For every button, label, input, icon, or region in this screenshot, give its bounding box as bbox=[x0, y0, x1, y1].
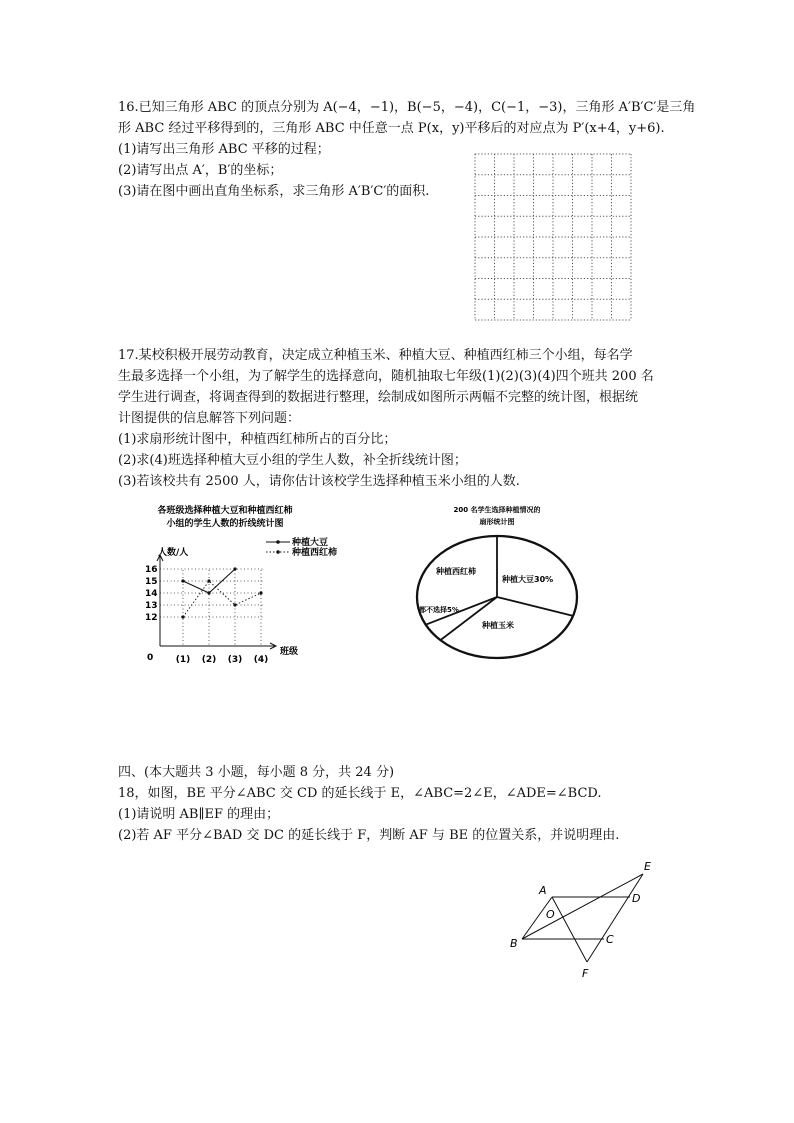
x-axis-label: 班级 bbox=[280, 647, 299, 657]
q17-line-3: 学生进行调查，将调查得到的数据进行整理，绘制成如图所示两幅不完整的统计图，根据统 bbox=[118, 390, 639, 405]
pie-slice-boundary bbox=[497, 597, 573, 616]
pie-label-corn: 种植玉米 bbox=[482, 621, 514, 630]
point-label-C: C bbox=[606, 933, 614, 946]
q17-line-4: 计图提供的信息解答下列问题： bbox=[118, 411, 301, 426]
pie-label-none: 都不选择5% bbox=[419, 606, 459, 614]
y-tick-label: 12 bbox=[145, 613, 158, 623]
legend-dotted-marker bbox=[276, 550, 280, 554]
line-chart-ticks bbox=[145, 565, 268, 665]
segment-FE bbox=[587, 874, 643, 962]
line-chart-title-2: 小组的学生人数的折线统计图 bbox=[166, 519, 284, 529]
q17-line-5: (1)求扇形统计图中，种植西红柿所占的百分比； bbox=[118, 432, 397, 447]
y-tick-label: 16 bbox=[145, 565, 158, 575]
series-point bbox=[233, 603, 236, 606]
series-point bbox=[181, 579, 184, 582]
q18-line-3: (2)若 AF 平分∠BAD 交 DC 的延长线于 F，判断 AF 与 BE 的位置关系，并说明理由. bbox=[118, 828, 620, 843]
line-chart-series bbox=[181, 567, 262, 618]
geometry-figure bbox=[505, 855, 665, 990]
pie-label-soybean: 种植大豆30% bbox=[502, 575, 554, 584]
pie-chart bbox=[410, 500, 600, 670]
pie-slice-boundary bbox=[440, 597, 497, 640]
pie-slices bbox=[417, 536, 577, 658]
q17-line-7: (3)若该校共有 2500 人，请你估计该校学生选择种植玉米小组的人数. bbox=[118, 474, 520, 489]
point-label-O: O bbox=[546, 908, 555, 921]
section-4-heading: 四、(本大题共 3 小题，每小题 8 分，共 24 分) bbox=[118, 765, 395, 780]
origin-label: 0 bbox=[147, 653, 154, 663]
point-label-E: E bbox=[644, 860, 651, 873]
series-point bbox=[207, 579, 210, 582]
q18-line-1: 18，如图，BE 平分∠ABC 交 CD 的延长线于 E，∠ABC=2∠E，∠ADE=∠BCD. bbox=[118, 786, 602, 801]
legend-item-soybean: 种植大豆 bbox=[292, 538, 329, 548]
x-tick-label: (4) bbox=[253, 655, 269, 665]
series-point bbox=[181, 615, 184, 618]
q17-line-6: (2)求(4)班选择种植大豆小组的学生人数，补全折线统计图； bbox=[118, 453, 467, 468]
pie-chart-title-1: 200 名学生选择种植情况的 bbox=[453, 506, 541, 514]
q16-line-1: 16.已知三角形 ABC 的顶点分别为 A(−4，−1)，B(−5，−4)，C(−1，−3)，三角形 A′B′C′是三角 bbox=[118, 100, 696, 115]
x-tick-label: (3) bbox=[227, 655, 243, 665]
series-point bbox=[233, 567, 236, 570]
legend-item-tomato: 种植西红柿 bbox=[292, 548, 338, 558]
q18-line-2: (1)请说明 AB∥EF 的理由； bbox=[118, 807, 280, 822]
x-tick-label: (1) bbox=[175, 655, 191, 665]
q16-line-3: (1)请写出三角形 ABC 平移的过程； bbox=[118, 142, 330, 157]
series-point bbox=[207, 591, 210, 594]
pie-label-tomato: 种植西红柿 bbox=[436, 567, 476, 576]
y-tick-label: 13 bbox=[145, 601, 158, 611]
q16-line-5: (3)请在图中画出直角坐标系，求三角形 A′B′C′的面积. bbox=[118, 184, 430, 199]
point-label-A: A bbox=[539, 884, 547, 897]
legend-solid-marker bbox=[276, 540, 280, 544]
y-axis-label: 人数/人 bbox=[158, 548, 189, 558]
q17-line-1: 17.某校积极开展劳动教育，决定成立种植玉米、种植大豆、种植西红柿三个小组，每名学 bbox=[118, 348, 633, 363]
series-point bbox=[259, 591, 262, 594]
point-label-B: B bbox=[510, 937, 518, 950]
q16-line-4: (2)请写出点 A′，B′的坐标； bbox=[118, 163, 283, 178]
y-tick-label: 14 bbox=[145, 589, 158, 599]
line-chart-title-1: 各班级选择种植大豆和种植西红柿 bbox=[157, 506, 293, 516]
y-tick-label: 15 bbox=[145, 577, 158, 587]
q17-line-2: 生最多选择一个小组，为了解学生的选择意向，随机抽取七年级(1)(2)(3)(4)四个班共 200 名 bbox=[118, 369, 654, 384]
dotted-grid bbox=[473, 152, 633, 322]
line-chart-grid bbox=[160, 569, 264, 646]
line-chart bbox=[130, 500, 370, 675]
q16-line-2: 形 ABC 经过平移得到的，三角形 ABC 中任意一点 P(x，y)平移后的对应点为 P′(x+4，y+6). bbox=[118, 121, 665, 136]
pie-chart-title-2: 扇形统计图 bbox=[479, 518, 515, 526]
point-label-F: F bbox=[582, 967, 589, 980]
point-label-D: D bbox=[632, 892, 641, 905]
x-tick-label: (2) bbox=[201, 655, 217, 665]
